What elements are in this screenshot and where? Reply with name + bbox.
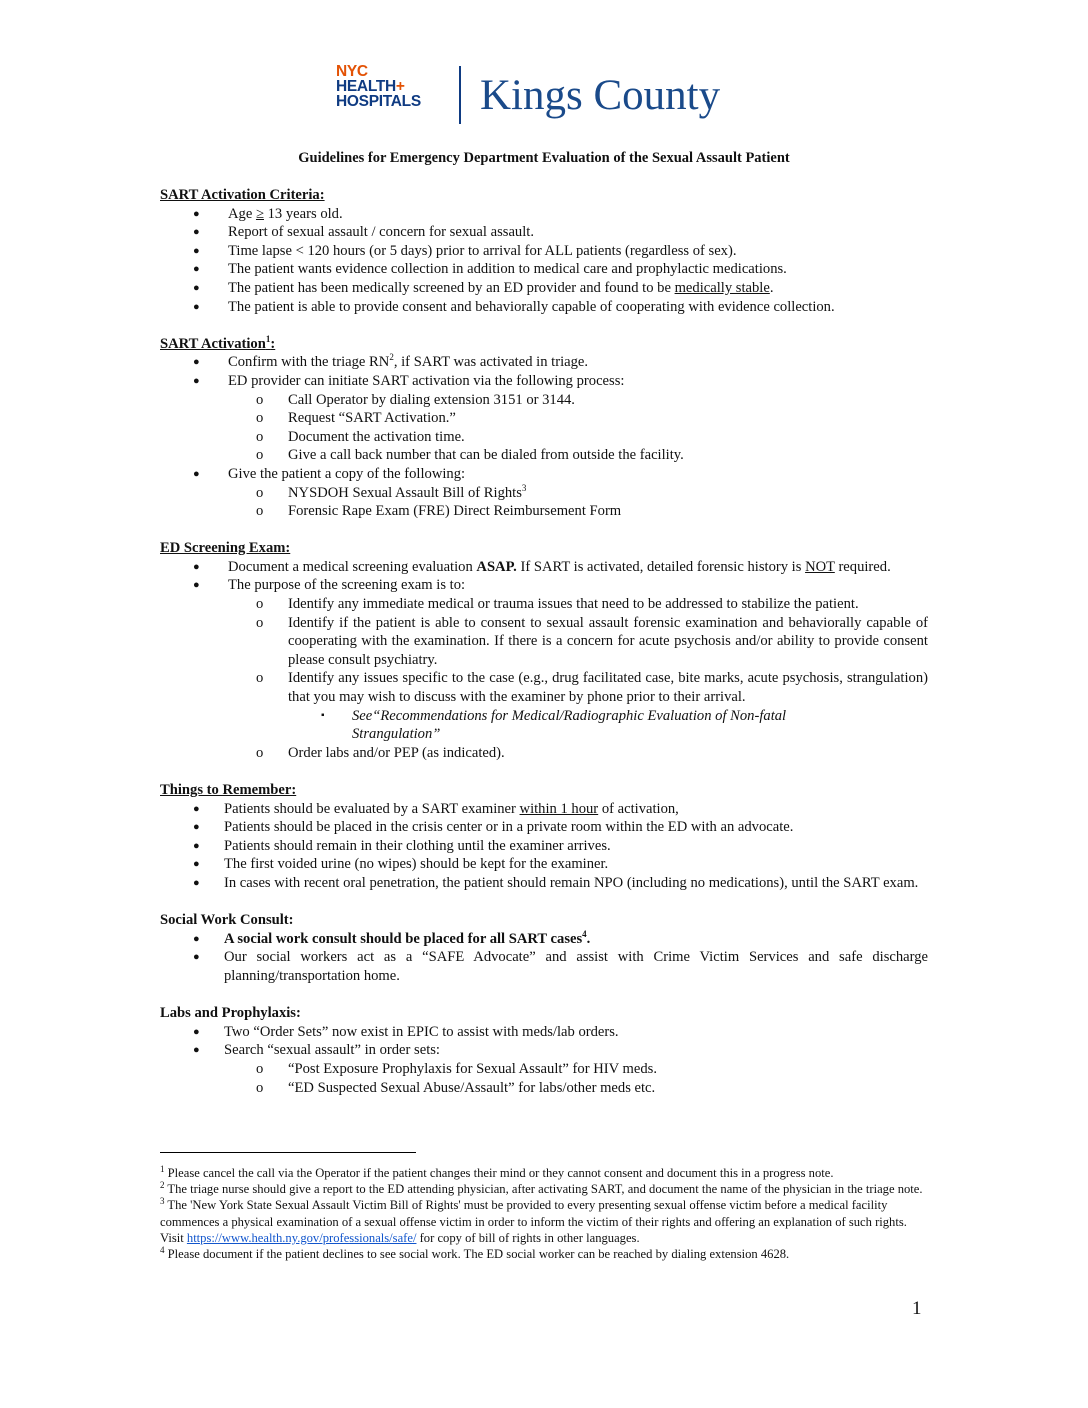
list-item: ● The patient wants evidence collection in addition to medical care and prophylactic medications.: [160, 260, 928, 279]
sub-list-item: o Order labs and/or PEP (as indicated).: [160, 744, 928, 763]
footnote-1: $^1$ Please cancel the call via the Operator if the patient changes their mind or they cannot consent and document this in a progress note.: [160, 1163, 834, 1180]
section-activation-criteria: [160, 186, 928, 316]
logo-line-hospitals: HOSPITALS: [336, 93, 421, 110]
page-number: 1: [912, 1298, 922, 1319]
footnote-ref[interactable]: 1: [265, 333, 271, 344]
footnote-ref[interactable]: 4: [582, 928, 587, 939]
sub-list-item: o Identify if the patient is able to consent to sexual assault forensic examination and behaviorally capable of cooperating with the examination. If there is a concern for acute psychosis and/or ability to provide consent please consult psychiatry.: [160, 614, 928, 670]
footnotes: [160, 1165, 928, 1262]
footnote-ref[interactable]: 2: [389, 352, 394, 363]
sub-list-item: o NYSDOH Sexual Assault Bill of Rights$^3$: [160, 484, 928, 503]
list-item: ● A social work consult should be placed for all SART cases$^4$.: [160, 930, 928, 949]
footnote-2: $^2$ The triage nurse should give a report to the ED attending physician, after activating SART, and document the name of the physician in the triage note.: [160, 1180, 923, 1197]
list-item: ● Search “sexual assault” in order sets:: [160, 1041, 928, 1060]
section-activation: SART Activation$^1$: ● Confirm with the triage $RN^2$, if SART was activated in triage. ● ED provider can initiate SART activation via the following process: o Call Operator by dialing extension 3151 or 3144. o Request “SART Activation.” o Document the activation time. o Give a call back number that can be dialed from outside the facility. ● Give the patient a copy of the following: o NYSDOH Sexual Assault Bill of Rights$^3$ o Forensic Rape Exam (FRE) Direct Reimbursement Form: [160, 335, 928, 521]
sub-list-item: o Identify any immediate medical or trauma issues that need to be addressed to stabilize the patient.: [160, 595, 928, 614]
footnote-4: $^4$ Please document if the patient declines to see social work. The ED social worker can be reached by dialing extension 4628.: [160, 1244, 790, 1262]
nyc-health-hospitals-wordmark: [336, 64, 446, 109]
sub-list-item: o Request “SART Activation.”: [160, 409, 928, 428]
list-item: ● Confirm with the triage $RN^2$, if SART was activated in triage.: [160, 353, 928, 372]
footnote-3: $^3$ The 'New York State Sexual Assault Victim Bill of Rights' must be provided to every presenting sexual offense victim before a medical facility commences a physical examination of a sexual offense victim in order to inform the victim of their rights and offering an explanation of such rights. Visit https://www.health.ny.gov/professionals/safe/ for copy of bill of rights in other languages.: [160, 1196, 907, 1245]
list-item: ● In cases with recent oral penetration, the patient should remain NPO (including no medications), until the SART exam.: [160, 874, 928, 893]
list-item: ● Patients should be placed in the crisis center or in a private room within the ED with an advocate.: [160, 818, 928, 837]
section-things-to-remember: [160, 781, 928, 893]
list-item: ● The patient has been medically screened by an ED provider and found to be medically stable.: [160, 279, 928, 298]
list-item: ● The patient is able to provide consent and behaviorally capable of cooperating with evidence collection.: [160, 298, 928, 317]
list-item: ● Give the patient a copy of the following:: [160, 465, 928, 484]
section-heading: SART Activation Criteria:: [160, 187, 325, 203]
section-heading: Social Work Consult:: [160, 912, 294, 929]
footnote-separator: [160, 1152, 416, 1153]
document-body: [160, 186, 928, 1097]
list-item: ● The first voided urine (no wipes) should be kept for the examiner.: [160, 855, 928, 874]
section-heading: Labs and Prophylaxis:: [160, 1005, 301, 1022]
list-item: ● The purpose of the screening exam is to:: [160, 576, 928, 595]
logo-plus: +: [395, 78, 405, 95]
section-social-work: [160, 911, 928, 985]
section-heading: Things to Remember:: [160, 782, 297, 798]
list-item: ● Patients should remain in their clothing until the examiner arrives.: [160, 837, 928, 856]
logo-line-nyc: NYC: [336, 63, 368, 80]
section-heading: ED Screening Exam:: [160, 540, 291, 557]
hospital-logo: [336, 64, 756, 126]
sub-list-item: o “Post Exposure Prophylaxis for Sexual Assault” for HIV meds.: [160, 1060, 928, 1079]
logo-line-health: HEALTH: [336, 78, 396, 95]
list-item: ● Time lapse < 120 hours (or 5 days) prior to arrival for ALL patients (regardless of sex).: [160, 242, 928, 261]
sub-list-item: o Give a call back number that can be dialed from outside the facility.: [160, 446, 928, 465]
sub-list-item: o “ED Suspected Sexual Abuse/Assault” for labs/other meds etc.: [160, 1079, 928, 1098]
facility-name: Kings County: [480, 72, 721, 119]
section-screening-exam: [160, 539, 928, 762]
list-item: ● Two “Order Sets” now exist in EPIC to assist with meds/lab orders.: [160, 1023, 928, 1042]
sub-list-item: o Call Operator by dialing extension 3151 or 3144.: [160, 391, 928, 410]
list-item: ● Report of sexual assault / concern for sexual assault.: [160, 223, 928, 242]
list-item: ● ED provider can initiate SART activation via the following process:: [160, 372, 928, 391]
safe-link[interactable]: https://www.health.ny.gov/professionals/safe/: [186, 1230, 417, 1245]
sub-list-item: o Identify any issues specific to the case (e.g., drug facilitated case, bite marks, acute psychosis, strangulation) that you may wish to discuss with the examiner by phone prior to their arrival.: [160, 669, 928, 706]
footnote-ref[interactable]: 3: [521, 482, 527, 493]
sub-list-item: o Forensic Rape Exam (FRE) Direct Reimbursement Form: [160, 502, 928, 521]
sub-sub-list-item: ▪ See“Recommendations for Medical/Radiographic Evaluation of Non-fatal Strangulation”: [160, 707, 928, 744]
list-item: ● Age ≥ 13 years old.: [160, 205, 928, 224]
list-item: ● Our social workers act as a “SAFE Advocate” and assist with Crime Victim Services and safe discharge planning/transportation home.: [160, 948, 928, 985]
document-title: Guidelines for Emergency Department Evaluation of the Sexual Assault Patient: [298, 150, 790, 166]
list-item: ● Patients should be evaluated by a SART examiner within 1 hour of activation,: [160, 800, 928, 819]
logo-divider: [459, 66, 461, 124]
section-labs-prophylaxis: [160, 1004, 928, 1097]
list-item: ● Document a medical screening evaluation ASAP. If SART is activated, detailed forensic history is NOT required.: [160, 558, 928, 577]
section-heading: SART Activation: [160, 335, 266, 352]
sub-list-item: o Document the activation time.: [160, 428, 928, 447]
